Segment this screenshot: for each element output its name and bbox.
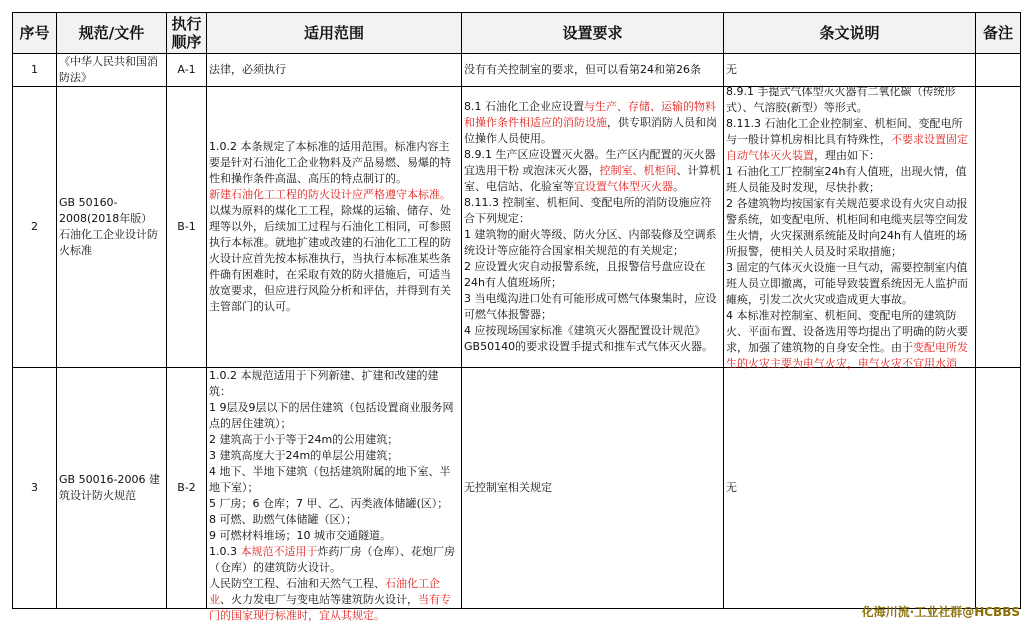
watermark: 化海川流·工业社群@HCBBS (861, 605, 1020, 619)
scope-text: 、火力发电厂与变电站等建筑防火设计， (220, 593, 418, 606)
header-scope: 适用范围 (207, 13, 462, 54)
explain-text: 8.9.1 手提式气体型灭火器有二氧化碳（传统形式）、气溶胶(新型）等形式。 (726, 85, 956, 114)
header-remark: 备注 (976, 13, 1021, 54)
scope-text: 8 可燃、助燃气体储罐（区）； (209, 513, 357, 526)
req-text: 1 建筑物的耐火等级、防火分区、内部装修及空调系统设计等应能符合国家相关规范的有关规定； (464, 228, 717, 257)
req-text: ，供专职消防人员和岗位操作人员使用。 (464, 116, 717, 145)
header-doc: 规范/文件 (57, 13, 167, 54)
explain-text: 2 各建筑物均按国家有关规范要求设有火灾自动报警系统，如变配电所、机柜间和电缆夹层等空间发生火情，火灾探测系统能及时向24h有人值班的场所报警，使相关人员及时采取措施； (726, 197, 968, 258)
scope-highlight: 本规范不适用于 (240, 545, 318, 558)
header-req: 设置要求 (462, 13, 724, 54)
scope-text: 2 建筑高于小于等于24m的公用建筑； (209, 433, 399, 446)
cell-scope (207, 87, 462, 368)
header-order: 执行顺序 (167, 13, 207, 54)
req-highlight: 控制室、机柜间 (599, 164, 677, 177)
req-highlight: 与生产、存储、运输的物料和操作条件相适应的消防设施 (464, 100, 716, 129)
scope-text: 1.0.3 (209, 545, 241, 558)
scope-text: 4 地下、半地下建筑（包括建筑附属的地下室、半地下室）； (209, 465, 451, 494)
table-row (13, 368, 1021, 609)
cell-seq: 2 (13, 87, 57, 368)
scope-highlight: 当有专门的国家现行标准时，宜从其规定。 (209, 593, 451, 622)
scope-text: 9 可燃材料堆场；10 城市交通隧道。 (209, 529, 391, 542)
req-highlight: 宜设置气体型灭火器 (574, 180, 673, 193)
explain-text: 1 石油化工厂控制室24h有人值班，出现火情，值班人员能及时发现，尽快扑救； (726, 165, 967, 194)
req-text: 。 (673, 180, 684, 193)
scope-highlight: 新建石油化工工程的防火设计应严格遵守本标准。 (209, 188, 451, 201)
cell-remark (976, 87, 1021, 368)
cell-req: 没有有关控制室的要求，但可以看第24和第26条 (462, 54, 724, 87)
cell-doc: GB 50016-2006 建筑设计防火规范 (57, 368, 167, 609)
scope-text: 1.0.2 本规范适用于下列新建、扩建和改建的建筑： (209, 369, 439, 398)
cell-order: B-2 (167, 368, 207, 609)
cell-explain: 无 (724, 54, 976, 87)
cell-req (462, 87, 724, 368)
explain-highlight: 变配电所发生的火灾主要为电气火灾，电气火灾不宜用水消 (726, 341, 968, 370)
req-text: 8.9.1 生产区应设置灭火器。生产区内配置的灭火器宜选用干粉 或泡沫灭火器， (464, 148, 716, 177)
scope-text: 1 9层及9层以下的居住建筑（包括设置商业服务网点的居住建筑）； (209, 401, 454, 430)
cell-remark (976, 54, 1021, 87)
cell-seq: 3 (13, 368, 57, 609)
explain-highlight: 不要求设置固定自动气体灭火装置 (726, 133, 968, 162)
cell-req: 无控制室相关规定 (462, 368, 724, 609)
cell-seq: 1 (13, 54, 57, 87)
cell-order: A-1 (167, 54, 207, 87)
table-row (13, 87, 1021, 368)
scope-text: 人民防空工程、石油和天然气工程、 (209, 577, 385, 590)
cell-order: B-1 (167, 87, 207, 368)
cell-scope (207, 368, 462, 622)
header-row (13, 13, 1021, 54)
scope-text: 3 建筑高度大于24m的单层公用建筑； (209, 449, 399, 462)
cell-explain (724, 87, 976, 368)
scope-text: 以煤为原料的煤化工工程，除煤的运输、储存、处理等以外，后续加工过程与石油化工相同，可参照执行本标准。就地扩建或改建的石油化工工程的防火设计应首先按本标准执行，当执行本标准某些条件确有困难时，在采取有效的防火措施后，可适当放宽要求，但应进行风险分析和评估，并得到有关主管部门的认可。 (209, 204, 451, 313)
cell-doc: 《中华人民共和国消防法》 (57, 54, 167, 87)
header-explain: 条文说明 (724, 13, 976, 54)
req-text: 4 应按现场国家标准《建筑灭火器配置设计规范》GB50140的要求设置手提式和推车式气体灭火器。 (464, 324, 714, 353)
explain-text: ，理由如下： (814, 149, 880, 162)
scope-text: 1.0.2 本条规定了本标准的适用范围。标准内容主要是针对石油化工企业物料及产品易燃、易爆的特性和操作条件高温、高压的特点制订的。 (209, 140, 451, 185)
cell-doc: GB 50160-2008(2018年版） 石油化工企业设计防火标准 (57, 87, 167, 368)
req-text: 3 当电缆沟进口处有可能形成可燃气体聚集时，应设可燃气体报警器； (464, 292, 717, 321)
scope-text: 炸药厂房（仓库）、花炮厂房（仓库）的建筑防火设计。 (209, 545, 455, 574)
explain-text: 4 本标准对控制室、机柜间、变配电所的建筑防火、平面布置、设备选用等均提出了明确的防火要求，加强了建筑物的自身安全性。由于 (726, 309, 968, 354)
explain-text: 3 固定的气体灭火设施一旦气动，需要控制室内值班人员立即撤离，可能导致装置系统因无人监护而瘫痪，引发二次火灾或造成更大事故。 (726, 261, 968, 306)
req-text: 8.11.3 控制室、机柜间、变配电所的消防设施应符合下列规定： (464, 196, 712, 225)
scope-text: 5 厂房；6 仓库；7 甲、乙、丙类液体储罐(区）； (209, 497, 449, 510)
table-row (13, 54, 1021, 87)
cell-explain: 无 (724, 368, 976, 609)
req-text: 8.1 石油化工企业应设置 (464, 100, 584, 113)
req-text: 2 应设置火灾自动报警系统，且报警信号盘应设在24h有人值班场所； (464, 260, 706, 289)
cell-scope: 法律，必须执行 (207, 54, 462, 87)
explain-text: 8.11.3 石油化工企业控制室、机柜间、变配电所与一般计算机房相比具有特殊性， (726, 117, 963, 146)
req-text: 、计算机室、电信站、化验室等 (464, 164, 721, 193)
cell-remark (976, 368, 1021, 609)
header-seq: 序号 (13, 13, 57, 54)
scope-highlight: 石油化工企业 (209, 577, 440, 606)
